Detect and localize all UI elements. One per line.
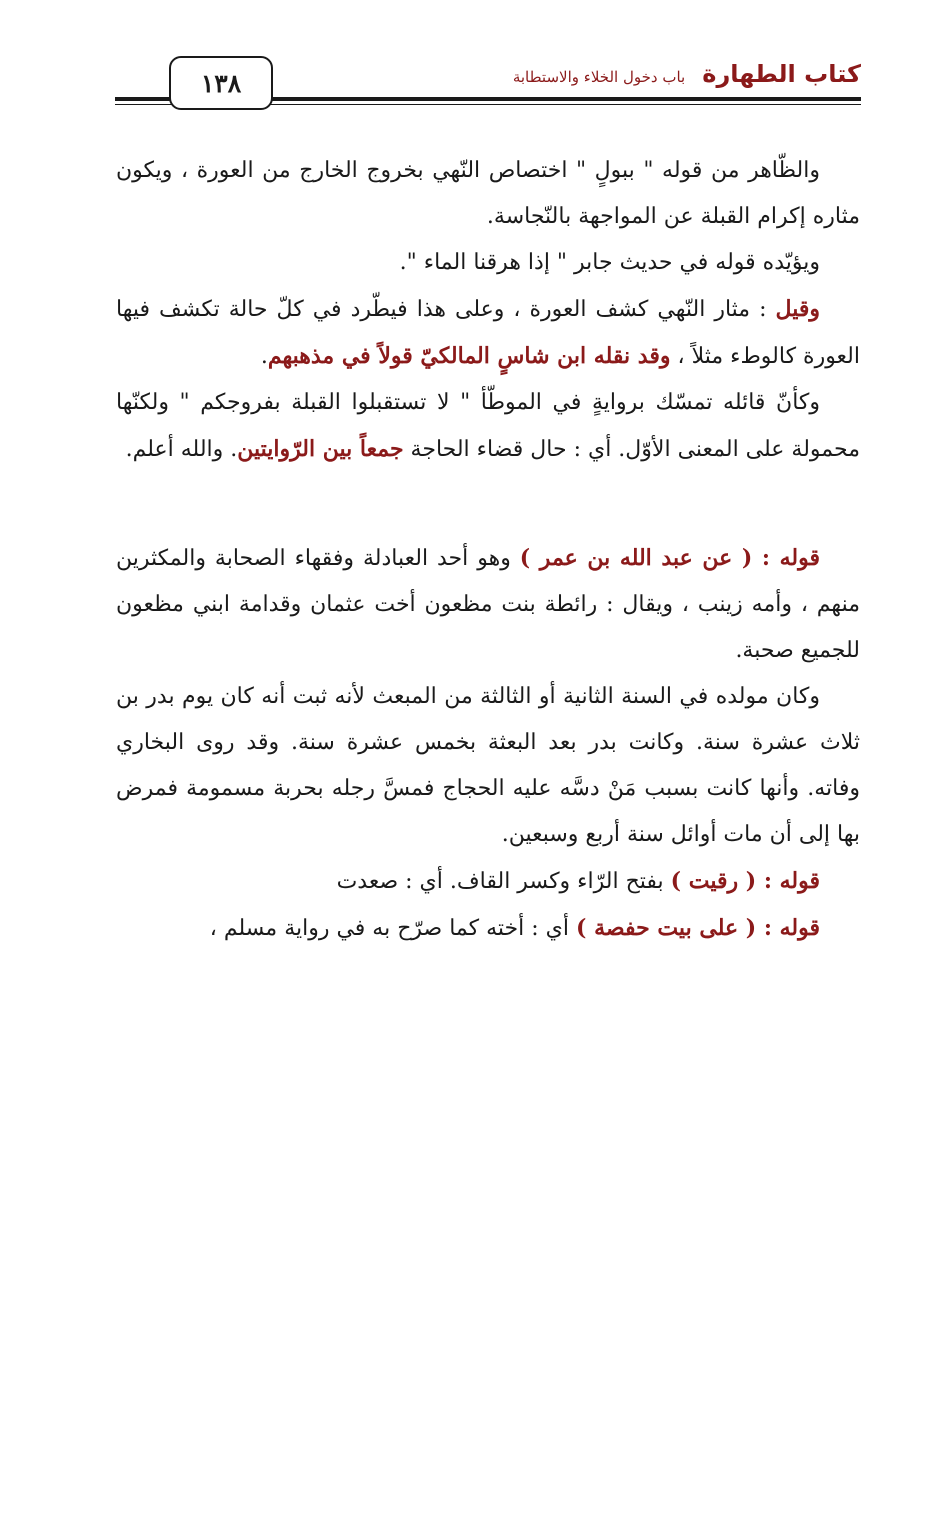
paragraph-text: بفتح الرّاء وكسر القاف. أي : صعدت xyxy=(336,869,671,894)
lead-term: قوله : ( على بيت حفصة ) xyxy=(576,915,820,941)
paragraph-text: : مثار النّهي كشف العورة ، وعلى هذا فيطّرد في كلّ حالة تكشف فيها العورة كالوطء مثلاً ، xyxy=(116,297,860,369)
page-header xyxy=(115,52,861,112)
paragraph-2: ويؤيّده قوله في حديث جابر " إذا هرقنا الماء ". xyxy=(399,250,820,275)
lead-term: وقيل xyxy=(775,296,820,322)
paragraph-end: . xyxy=(260,344,268,369)
paragraph-end: . والله أعلم. xyxy=(125,437,238,462)
chapter-title: باب دخول الخلاء والاستطابة xyxy=(512,68,686,86)
paragraph-1: والظّاهر من قوله " ببولٍ " اختصاص النّهي بخروج الخارج من العورة ، ويكون مثاره إكرام القبلة عن المواجهة بالنّجاسة. xyxy=(116,158,860,229)
paragraph-text: وكأنّ قائله تمسّك بروايةٍ في الموطّأ " لا تستقبلوا القبلة بفروجكم " ولكنّها محمولة على المعنى الأوّل. أي : حال قضاء الحاجة xyxy=(116,390,860,462)
page-number: ١٣٨ xyxy=(200,68,242,98)
paragraph-3 xyxy=(116,286,860,380)
highlighted-phrase: وقد نقله ابن شاسٍ المالكيّ قولاً في مذهبهم xyxy=(267,343,671,369)
running-title xyxy=(513,60,861,88)
lead-term: قوله : ( رقيت ) xyxy=(670,868,820,894)
page-number-box xyxy=(169,56,273,110)
book-title: كتاب الطهارة xyxy=(702,60,861,88)
paragraph-text: وهو أحد العبادلة وفقهاء الصحابة والمكثرين منهم ، وأمه زينب ، ويقال : رائطة بنت مظعون أخت عثمان وقدامة ابني مظعون للجميع صحبة. xyxy=(116,546,860,663)
paragraph-4 xyxy=(116,380,860,473)
section-gap xyxy=(116,473,860,535)
page-body xyxy=(116,148,860,952)
lead-term: قوله : ( عن عبد الله بن عمر ) xyxy=(519,545,820,571)
paragraph-7 xyxy=(116,858,860,905)
paragraph-text: أي : أخته كما صرّح به في رواية مسلم ، xyxy=(209,916,576,941)
paragraph-6: وكان مولده في السنة الثانية أو الثالثة من المبعث لأنه ثبت أنه كان يوم بدر بن ثلاث عشرة سنة. وكانت بدر بعد البعثة بخمس عشرة سنة. وقد روى البخاري وفاته. وأنها كانت بسبب مَنْ دسَّه عليه الحجاج فمسَّ رجله بحربة مسمومة فمرض بها إلى أن مات أوائل سنة أربع وسبعين. xyxy=(116,684,860,847)
paragraph-8 xyxy=(116,905,860,952)
highlighted-phrase: جمعاً بين الرّوايتين xyxy=(237,436,404,462)
paragraph-5 xyxy=(116,535,860,674)
